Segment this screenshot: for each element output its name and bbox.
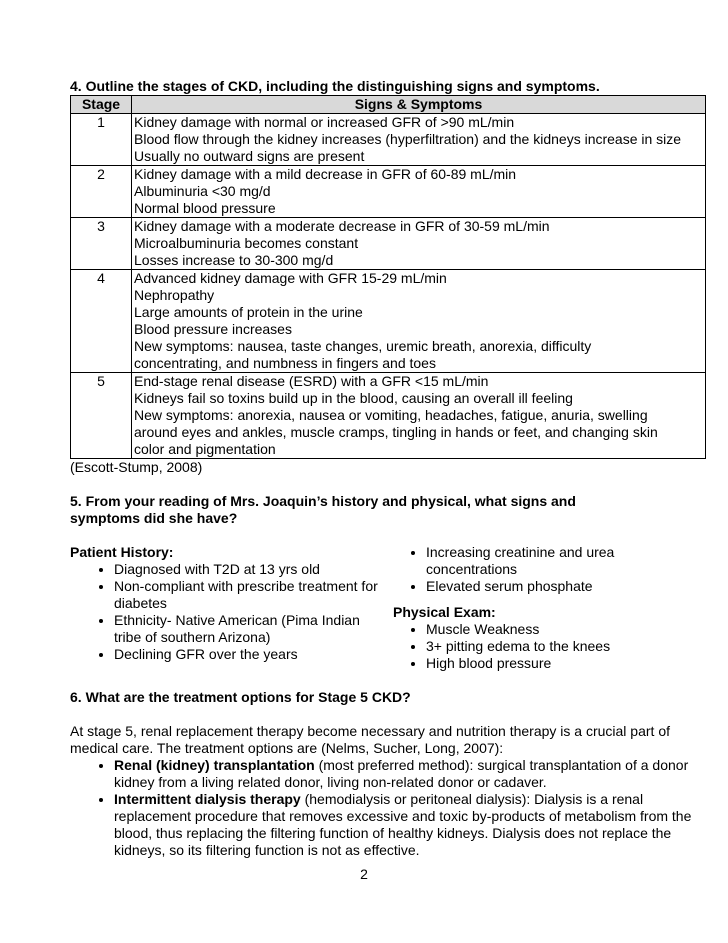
symptom-line: Microalbuminuria becomes constant [134, 235, 359, 251]
symptom-line: Advanced kidney damage with GFR 15-29 mL/min [134, 270, 447, 286]
symptom-line: Normal blood pressure [134, 200, 276, 216]
stage-number: 1 [71, 114, 132, 166]
table-header-row [71, 96, 706, 114]
signs-symptoms-cell [132, 114, 706, 166]
list-item: • Elevated serum phosphate [426, 578, 700, 595]
page-number: 2 [360, 866, 368, 882]
table-row [71, 373, 706, 459]
question-6-heading: 6. What are the treatment options for Stage 5 CKD? [70, 689, 411, 705]
treatment-option-text: (most preferred method): surgical transplantation of a donor kidney from a living related donor, living non-related donor or cadaver. [114, 757, 689, 790]
symptom-line: Blood flow through the kidney increases (hyperfiltration) and the kidneys increase in size [134, 131, 682, 147]
symptom-line: Usually no outward signs are present [134, 148, 365, 164]
symptom-line: New symptoms: nausea, taste changes, uremic breath, anorexia, difficulty [134, 338, 592, 354]
list-item: • Increasing creatinine and urea concentrations [426, 544, 700, 578]
symptom-line: Large amounts of protein in the urine [134, 304, 363, 320]
signs-column-header: Signs & Symptoms [132, 96, 706, 114]
symptom-line: Kidney damage with normal or increased GFR of >90 mL/min [134, 114, 515, 130]
symptom-line: Kidney damage with a moderate decrease in GFR of 30-59 mL/min [134, 218, 550, 234]
symptom-line: New symptoms: anorexia, nausea or vomiting, headaches, fatigue, anuria, swelling [134, 407, 648, 423]
symptom-line: Albuminuria <30 mg/d [134, 183, 271, 199]
lab-findings-list [380, 544, 700, 595]
physical-exam-list [380, 621, 700, 672]
symptom-line: Blood pressure increases [134, 321, 292, 337]
symptom-line: Kidneys fail so toxins build up in the blood, causing an overall ill feeling [134, 390, 573, 406]
signs-symptoms-cell [132, 218, 706, 270]
table-row [71, 166, 706, 218]
question-4-heading: 4. Outline the stages of CKD, including the distinguishing signs and symptoms. [70, 78, 600, 94]
stage-number: 4 [71, 270, 132, 373]
stage-number: 5 [71, 373, 132, 459]
signs-symptoms-cell [132, 166, 706, 218]
list-item: • Diagnosed with T2D at 13 yrs old [114, 561, 380, 578]
symptom-line: Losses increase to 30-300 mg/d [134, 252, 334, 268]
treatment-options-list [70, 757, 708, 859]
treatment-option-text: (hemodialysis or peritoneal dialysis): Dialysis is a renal replacement procedure that removes excessive and toxic by-products of metabolism from the blood, thus replacing the filtering function of healthy kidneys. Dialysis does not replace the kidneys, so its filtering function is not as effective. [114, 791, 692, 858]
treatment-option-title: Intermittent dialysis therapy [114, 791, 301, 807]
signs-symptoms-cell [132, 373, 706, 459]
symptom-line: End-stage renal disease (ESRD) with a GFR <15 mL/min [134, 373, 489, 389]
list-item: • 3+ pitting edema to the knees [426, 638, 700, 655]
ckd-stages-table [70, 95, 706, 459]
table-row [71, 270, 706, 373]
patient-history-list [70, 561, 380, 663]
treatment-intro: At stage 5, renal replacement therapy become necessary and nutrition therapy is a crucial part of medical care. The treatment options are (Nelms, Sucher, Long, 2007): [70, 723, 670, 756]
list-item [114, 791, 708, 859]
stage-column-header: Stage [71, 96, 132, 114]
list-item: • Muscle Weakness [426, 621, 700, 638]
list-item [114, 757, 708, 791]
symptom-line: around eyes and ankles, muscle cramps, tingling in hands or feet, and changing skin [134, 424, 658, 440]
patient-history-label: Patient History: [70, 544, 174, 560]
question-5-heading-line-2: symptoms did she have? [70, 510, 238, 526]
stage-number: 3 [71, 218, 132, 270]
list-item: • Ethnicity- Native American (Pima Indian tribe of southern Arizona) [114, 612, 380, 646]
symptom-line: Nephropathy [134, 287, 215, 303]
symptom-line: color and pigmentation [134, 441, 276, 457]
symptom-line: Kidney damage with a mild decrease in GFR of 60-89 mL/min [134, 166, 517, 182]
table-row [71, 218, 706, 270]
list-item: • High blood pressure [426, 655, 700, 672]
document-page [70, 78, 708, 859]
lab-and-exam-column [380, 544, 700, 672]
stage-number: 2 [71, 166, 132, 218]
question-5-heading-line-1: 5. From your reading of Mrs. Joaquin’s history and physical, what signs and [70, 493, 576, 509]
signs-symptoms-cell [132, 270, 706, 373]
signs-symptoms-columns [70, 544, 700, 672]
list-item: • Declining GFR over the years [114, 646, 380, 663]
patient-history-column [70, 544, 380, 672]
symptom-line: concentrating, and numbness in fingers and toes [134, 355, 436, 371]
list-item: • Non-compliant with prescribe treatment for diabetes [114, 578, 380, 612]
physical-exam-label: Physical Exam: [393, 604, 496, 620]
treatment-option-title: Renal (kidney) transplantation [114, 757, 315, 773]
citation: (Escott-Stump, 2008) [70, 459, 203, 475]
table-row [71, 114, 706, 166]
